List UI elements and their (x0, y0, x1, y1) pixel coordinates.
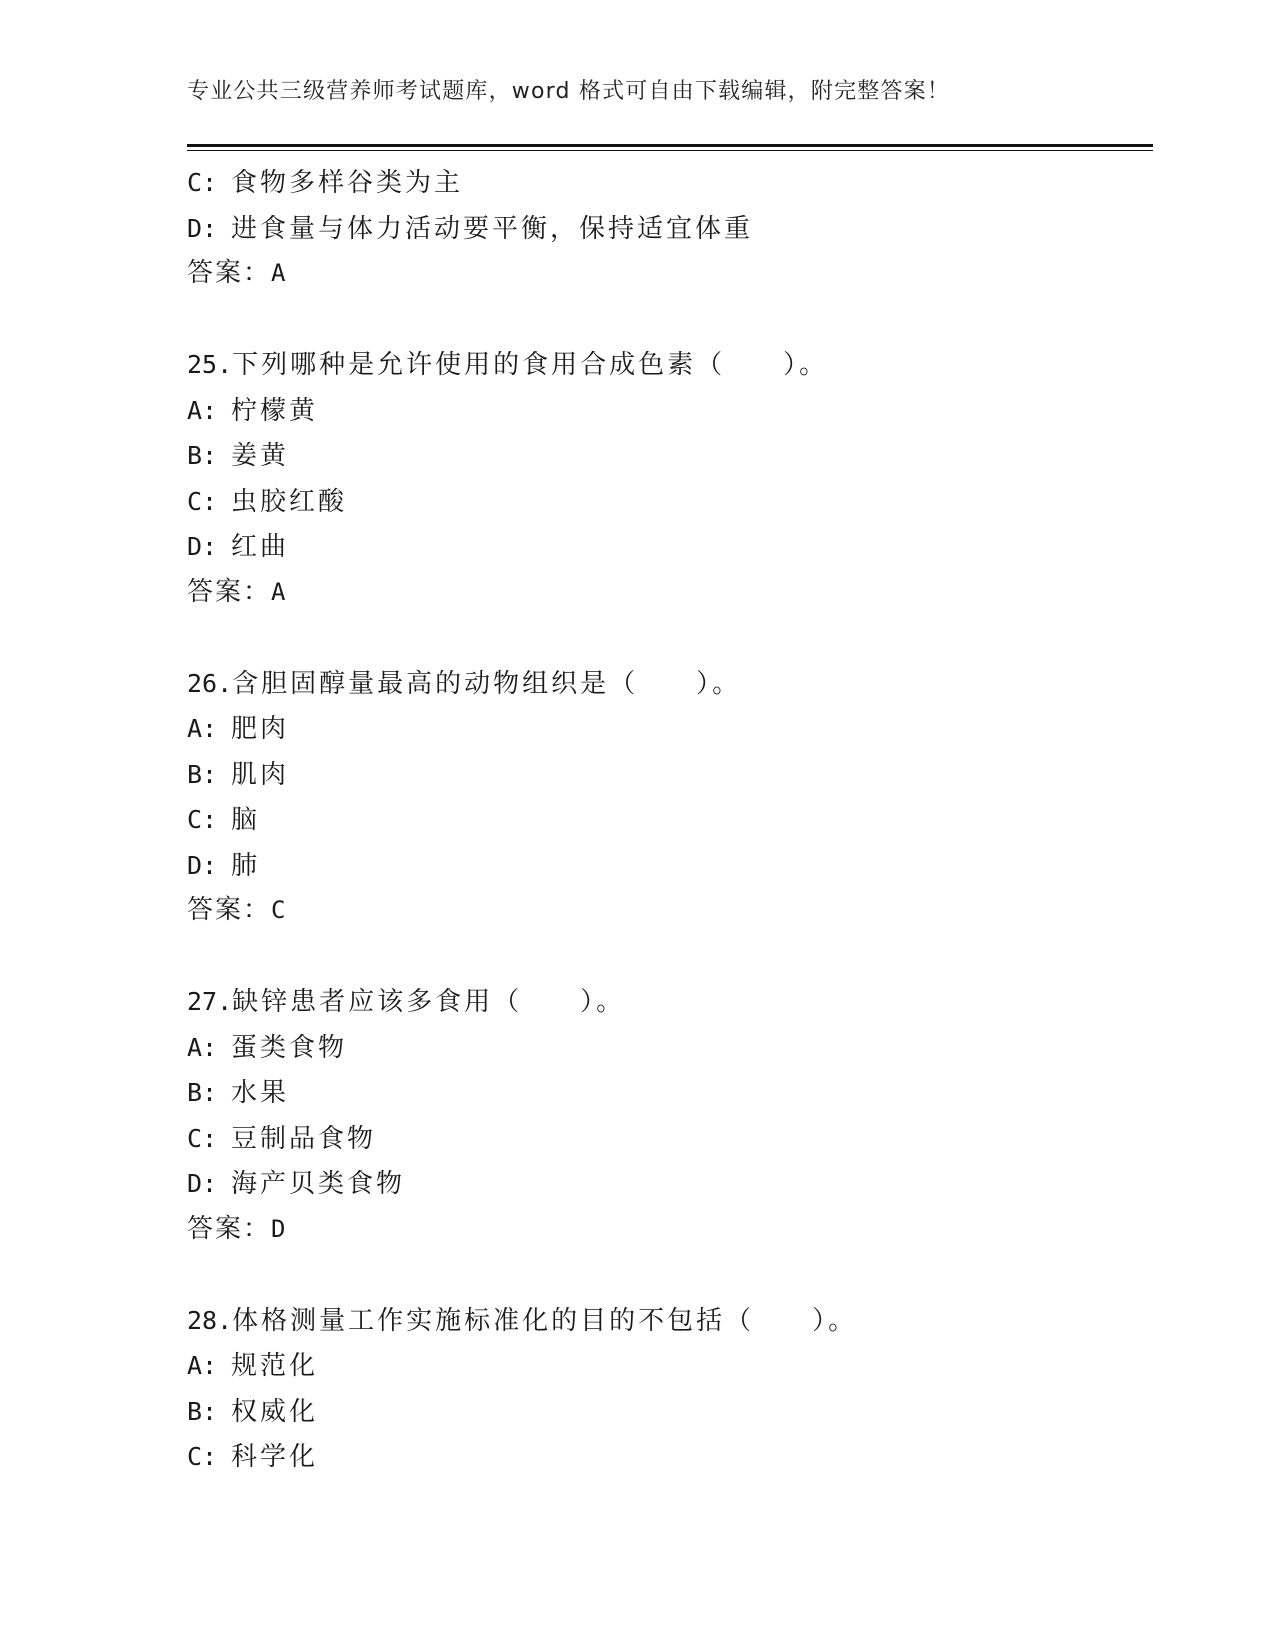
option-c: C: 科学化 (187, 1442, 319, 1472)
header-rule-thin (187, 150, 1153, 151)
option-a: A: 规范化 (187, 1351, 319, 1381)
option-c: C: 虫胶红酸 (187, 486, 348, 517)
question-stem: 25.下列哪种是允许使用的食用合成色素（ ）。 (187, 350, 829, 380)
option-b: B: 权威化 (187, 1396, 319, 1427)
answer-line: 答案：A (187, 576, 288, 607)
question-stem: 28.体格测量工作实施标准化的目的不包括（ ）。 (187, 1305, 858, 1336)
option-d: D: 进食量与体力活动要平衡，保持适宜体重 (187, 213, 754, 244)
option-b: B: 水果 (187, 1078, 290, 1108)
option-a: A: 柠檬黄 (187, 395, 319, 426)
answer-line: 答案：D (187, 1213, 288, 1244)
option-b: B: 姜黄 (187, 441, 290, 471)
header-rule-thick (187, 144, 1153, 147)
option-d: D: 海产贝类食物 (187, 1169, 406, 1199)
option-d: D: 肺 (187, 850, 261, 881)
option-c: C: 脑 (187, 805, 261, 835)
option-c: C: 食物多样谷类为主 (187, 168, 464, 198)
option-c: C: 豆制品食物 (187, 1123, 377, 1154)
answer-line: 答案：A (187, 258, 288, 288)
option-b: B: 肌肉 (187, 759, 290, 790)
option-a: A: 蛋类食物 (187, 1032, 348, 1063)
question-list (187, 160, 1147, 1480)
question-stem: 26.含胆固醇量最高的动物组织是（ ）。 (187, 668, 742, 699)
page-header: 专业公共三级营养师考试题库，word 格式可自由下载编辑，附完整答案！ (187, 79, 951, 104)
question-stem: 27.缺锌患者应该多食用（ ）。 (187, 987, 626, 1017)
option-d: D: 红曲 (187, 532, 290, 562)
option-a: A: 肥肉 (187, 714, 290, 744)
answer-line: 答案：C (187, 895, 288, 925)
